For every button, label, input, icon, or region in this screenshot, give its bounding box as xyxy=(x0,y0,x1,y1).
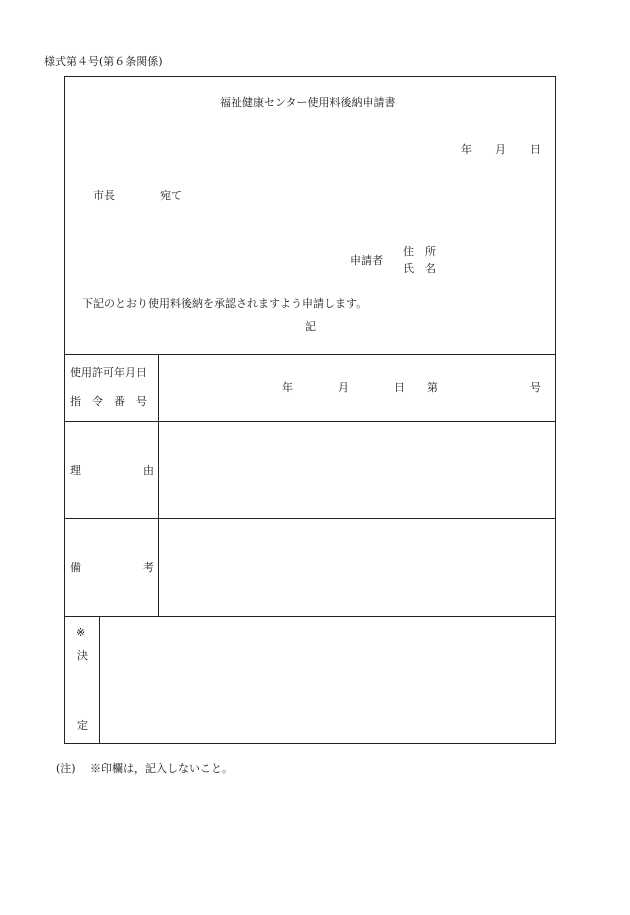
date-year: 年 xyxy=(461,143,472,156)
addressee-attn: 宛て xyxy=(160,189,182,202)
reason-label-left: 理 xyxy=(70,464,81,477)
applicant-name-label: 氏 名 xyxy=(403,262,436,275)
form-number: 様式第４号(第６条関係) xyxy=(44,55,163,68)
request-text: 下記のとおり使用料後納を承認されますよう申請します。 xyxy=(82,297,368,310)
note-prefix: (注) xyxy=(56,762,76,775)
application-form-frame xyxy=(64,76,556,744)
permit-month: 月 xyxy=(338,381,349,394)
divider-header xyxy=(64,354,556,355)
divider-reason xyxy=(64,518,556,519)
permit-go: 号 xyxy=(530,381,541,394)
divider-remarks xyxy=(64,616,556,617)
date-month: 月 xyxy=(495,143,506,156)
reason-label-right: 由 xyxy=(143,464,154,477)
permit-year: 年 xyxy=(282,381,293,394)
note-text: ※印欄は，記入しないこと。 xyxy=(90,762,233,775)
remarks-label-left: 備 xyxy=(70,561,81,574)
permit-label-date: 使用許可年月日 xyxy=(70,366,147,379)
ki-heading: 記 xyxy=(305,320,316,333)
permit-day: 日 xyxy=(394,381,405,394)
decision-mark: ※ xyxy=(76,626,86,639)
applicant-label: 申請者 xyxy=(350,254,383,267)
divider-permit xyxy=(64,421,556,422)
label-column-divider xyxy=(158,354,159,616)
decision-column-divider xyxy=(99,616,100,744)
form-title: 福祉健康センター使用料後納申請書 xyxy=(220,96,396,109)
permit-label-number: 指 令 番 号 xyxy=(70,395,147,408)
addressee-mayor: 市長 xyxy=(93,189,115,202)
applicant-address-label: 住 所 xyxy=(403,245,436,258)
decision-char-2: 定 xyxy=(77,719,88,732)
decision-char-1: 決 xyxy=(77,649,88,662)
permit-dai: 第 xyxy=(427,381,438,394)
remarks-label-right: 考 xyxy=(143,561,154,574)
date-day: 日 xyxy=(530,143,541,156)
